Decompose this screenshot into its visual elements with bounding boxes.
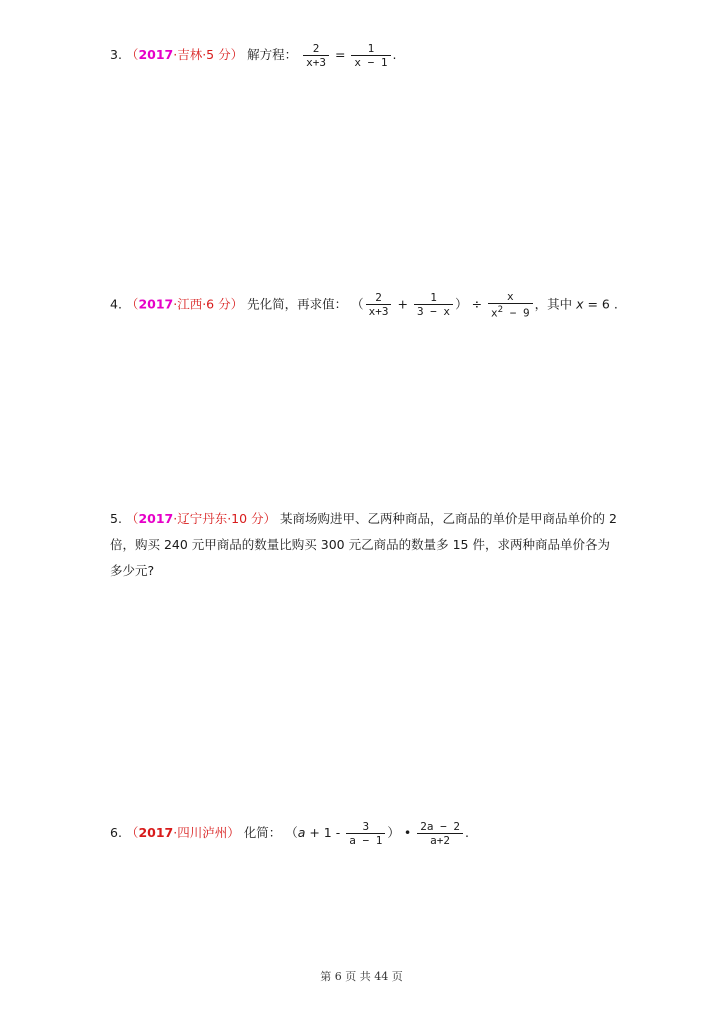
fraction bbox=[366, 291, 392, 318]
multiply-dot: • bbox=[403, 825, 412, 840]
source-open: （ bbox=[125, 511, 139, 526]
fraction-numerator: 2a − 2 bbox=[420, 820, 460, 833]
fraction bbox=[351, 42, 390, 69]
fraction bbox=[414, 291, 453, 318]
denominator-base: x bbox=[491, 306, 498, 320]
fraction bbox=[417, 820, 463, 847]
equals-sign: = bbox=[334, 47, 346, 62]
divide-sign: ÷ bbox=[471, 296, 483, 312]
fraction-denominator: 3 − x bbox=[414, 304, 453, 318]
fraction-denominator: a+2 bbox=[417, 833, 463, 847]
question-6 bbox=[110, 820, 469, 847]
fraction-denominator: x − 1 bbox=[351, 55, 390, 69]
question-number: 5. bbox=[110, 511, 122, 526]
plus-sign: + bbox=[397, 296, 408, 312]
source-label: ·江西·6 分） bbox=[173, 296, 244, 312]
question-text-line-3: 多少元? bbox=[110, 563, 155, 578]
question-4 bbox=[110, 290, 618, 320]
question-number: 6. bbox=[110, 825, 122, 840]
fraction-numerator: 3 bbox=[362, 820, 370, 833]
fraction-numerator: 1 bbox=[367, 42, 375, 55]
fraction-denominator bbox=[488, 303, 533, 320]
question-text-line-1: 某商场购进甲、乙两种商品，乙商品的单价是甲商品单价的 2 bbox=[280, 511, 617, 526]
question-number: 4. bbox=[110, 296, 122, 312]
source-year: 2017 bbox=[138, 296, 174, 312]
source-open: （ bbox=[125, 825, 139, 840]
right-paren: ） bbox=[455, 296, 468, 312]
right-paren: ） bbox=[387, 825, 400, 840]
condition-lead: ，其中 bbox=[534, 296, 577, 312]
fraction bbox=[488, 290, 533, 320]
source-label: ·辽宁丹东·10 分） bbox=[173, 511, 277, 526]
question-prompt: 化简： bbox=[243, 825, 282, 840]
fraction-denominator: x+3 bbox=[303, 55, 329, 69]
page-footer: 第 6 页 共 44 页 bbox=[320, 970, 403, 983]
question-text-line-2: 倍，购买 240 元甲商品的数量比购买 300 元乙商品的数量多 15 件，求两种商品单价各为 bbox=[110, 537, 610, 552]
question-prompt: 先化简，再求值： bbox=[247, 296, 348, 312]
fraction bbox=[346, 820, 385, 847]
question-prompt: 解方程： bbox=[247, 47, 298, 62]
fraction-numerator: x bbox=[506, 290, 514, 303]
fraction-denominator: a − 1 bbox=[346, 833, 385, 847]
source-year: 2017 bbox=[138, 47, 174, 62]
source-label: ·吉林·5 分） bbox=[173, 47, 244, 62]
fraction-numerator: 2 bbox=[312, 42, 320, 55]
question-3 bbox=[110, 42, 397, 69]
denominator-rest: − 9 bbox=[503, 306, 530, 320]
question-line bbox=[110, 506, 620, 532]
source-year: 2017 bbox=[138, 825, 174, 840]
fraction-numerator: 2 bbox=[375, 291, 382, 305]
exponent: 2 bbox=[497, 305, 504, 315]
left-paren: （ bbox=[285, 825, 298, 840]
variable-a: a bbox=[297, 825, 306, 840]
source-year: 2017 bbox=[138, 511, 174, 526]
source-open: （ bbox=[125, 47, 139, 62]
fraction bbox=[303, 42, 329, 69]
expression-middle: + 1 - bbox=[305, 825, 345, 840]
fraction-numerator: 1 bbox=[430, 291, 437, 305]
left-paren: （ bbox=[351, 296, 364, 312]
source-open: （ bbox=[125, 296, 139, 312]
question-5 bbox=[110, 506, 620, 584]
fraction-denominator: x+3 bbox=[366, 304, 392, 318]
period: . bbox=[392, 47, 397, 62]
variable-x: x bbox=[576, 296, 584, 312]
question-number: 3. bbox=[110, 47, 122, 62]
period: . bbox=[464, 825, 469, 840]
source-label: ·四川泸州） bbox=[173, 825, 240, 840]
condition-value: = 6 . bbox=[587, 296, 618, 312]
